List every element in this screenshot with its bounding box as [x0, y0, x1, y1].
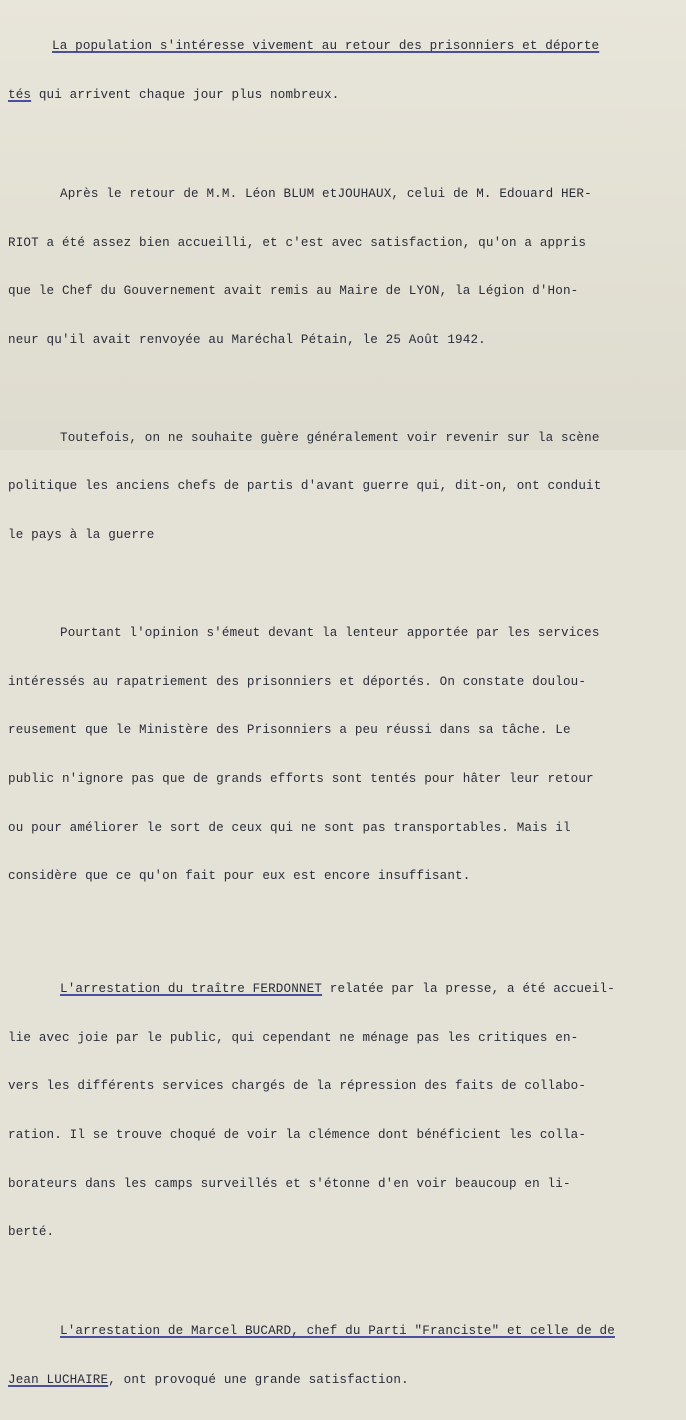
text-segment: relatée par la presse, a été accueil- — [322, 982, 615, 997]
text-line: borateurs dans les camps surveillés et s'étonne d'en voir beaucoup en li- — [8, 1176, 571, 1191]
underlined-heading: Jean LUCHAIRE — [8, 1372, 109, 1387]
text-line: ou pour améliorer le sort de ceux qui ne sont pas transportables. Mais il — [8, 820, 571, 835]
text-segment: Toutefois, on ne souhaite guère généralement voir revenir sur la scène — [60, 430, 600, 445]
underlined-heading: La population s'intéresse vivement au retour des prisonniers et déporte — [52, 39, 600, 54]
text-line — [8, 1323, 678, 1339]
text-line: politique les anciens chefs de partis d'avant guerre qui, dit-on, ont conduit — [8, 479, 602, 494]
text-line: public n'ignore pas que de grands efforts sont tentés pour hâter leur retour — [8, 771, 594, 786]
underlined-heading: L'arrestation de Marcel BUCARD, chef du Parti "Franciste" et celle de de — [60, 1324, 615, 1339]
text-line — [8, 625, 678, 641]
text-line: que le Chef du Gouvernement avait remis au Maire de LYON, la Légion d'Hon- — [8, 284, 579, 299]
paragraph-repatriation-delay — [8, 593, 678, 917]
paragraph-bucard-arrest — [8, 1291, 678, 1420]
underlined-heading: L'arrestation du traître FERDONNET — [60, 982, 323, 997]
text-line: reusement que le Ministère des Prisonniers a peu réussi dans sa tâche. Le — [8, 723, 571, 738]
text-line: ration. Il se trouve choqué de voir la clémence dont bénéficient les colla- — [8, 1128, 587, 1142]
typed-document — [8, 0, 678, 1420]
text-line — [8, 430, 678, 446]
text-line: lie avec joie par le public, qui cependant ne ménage pas les critiques en- — [8, 1030, 579, 1045]
text-segment: qui arrivent chaque jour plus nombreux. — [31, 88, 340, 103]
paragraph-former-leaders — [8, 397, 678, 575]
text-line — [8, 1372, 678, 1388]
text-line: berté. — [8, 1225, 55, 1240]
paragraph-population-interest — [8, 6, 678, 136]
text-line — [8, 981, 678, 997]
underlined-heading: tés — [8, 88, 32, 103]
text-segment: Après le retour de M.M. Léon BLUM etJOUHAUX, celui de M. Edouard HER- — [60, 187, 592, 202]
text-line: RIOT a été assez bien accueilli, et c'est avec satisfaction, qu'on a appris — [8, 235, 587, 250]
text-line: vers les différents services chargés de la répression des faits de collabo- — [8, 1079, 587, 1094]
text-line: intéressés au rapatriement des prisonniers et déportés. On constate doulou- — [8, 674, 587, 689]
paragraph-ferdonnet-arrest — [8, 949, 678, 1273]
text-line — [8, 87, 678, 103]
text-segment: , ont provoqué une grande satisfaction. — [108, 1372, 409, 1387]
text-line: neur qu'il avait renvoyée au Maréchal Pétain, le 25 Août 1942. — [8, 332, 486, 347]
paragraph-herriot-return — [8, 154, 678, 381]
text-line — [52, 38, 678, 54]
text-segment: Pourtant l'opinion s'émeut devant la lenteur apportée par les services — [60, 626, 600, 641]
text-line: le pays à la guerre — [8, 528, 155, 543]
text-line: considère que ce qu'on fait pour eux est encore insuffisant. — [8, 869, 471, 884]
text-line — [8, 186, 678, 202]
